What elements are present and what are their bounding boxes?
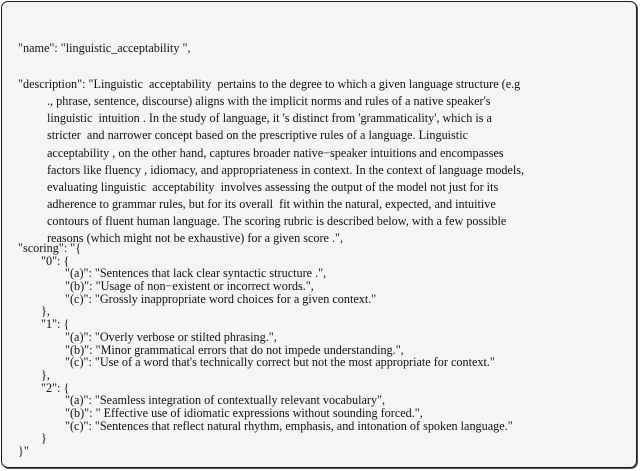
score-1-item-c: "(c)": "Use of a word that's technically correct but not the most appropriate for context." [65,355,495,369]
score-1-close: }, [41,368,50,382]
description-line: stricter and narrower concept based on the prescriptive rules of a language. Linguistic [47,128,468,142]
score-1-item-a: "(a)": "Overly verbose or stilted phrasing.", [65,330,277,344]
score-2-close: } [41,431,47,445]
score-1-item-b: "(b)": "Minor grammatical errors that do not impede understanding.", [65,343,404,357]
score-2-item-b: "(b)": " Effective use of idiomatic expressions without sounding forced.", [65,406,423,420]
description-line: evaluating linguistic acceptability involves assessing the output of the model not just for its [47,180,499,194]
description-line: contours of fluent human language. The scoring rubric is described below, with a few possible [47,214,507,228]
scoring-open: "scoring": "{ [18,241,82,255]
score-2-item-c: "(c)": "Sentences that reflect natural rhythm, emphasis, and intonation of spoken language." [65,419,513,433]
description-line: ., phrase, sentence, discourse) aligns with the implicit norms and rules of a native speaker's [47,94,491,108]
rubric-card [1,1,637,468]
score-0-item-b: "(b)": "Usage of non−existent or incorrect words.", [65,279,314,293]
scoring-close: }" [18,444,29,458]
description-line: reasons (which might not be exhaustive) for a given score .", [47,231,344,245]
description-line: adherence to grammar rules, but for its overall fit within the natural, expected, and intuitive [47,197,496,211]
description-line: acceptability , on the other hand, captures broader native−speaker intuitions and encompasses [47,146,504,160]
name-line: "name": "linguistic_acceptability ", [18,41,191,55]
score-0-open: "0": { [41,254,70,268]
score-2-open: "2": { [41,381,70,395]
score-2-item-a: "(a)": "Seamless integration of contextually relevant vocabulary", [65,393,386,407]
score-0-item-c: "(c)": "Grossly inappropriate word choices for a given context." [65,292,377,306]
description-line: factors like fluency , idiomacy, and appropriateness in context. In the context of language models, [47,163,525,177]
score-0-close: }, [41,304,50,318]
score-1-open: "1": { [41,317,70,331]
score-0-item-a: "(a)": "Sentences that lack clear syntactic structure .", [65,266,327,280]
description-line: linguistic intuition . In the study of language, it 's distinct from 'grammaticality', which is a [47,111,492,125]
description-line: "description": "Linguistic acceptability pertains to the degree to which a given language structure (e.g [18,77,521,91]
